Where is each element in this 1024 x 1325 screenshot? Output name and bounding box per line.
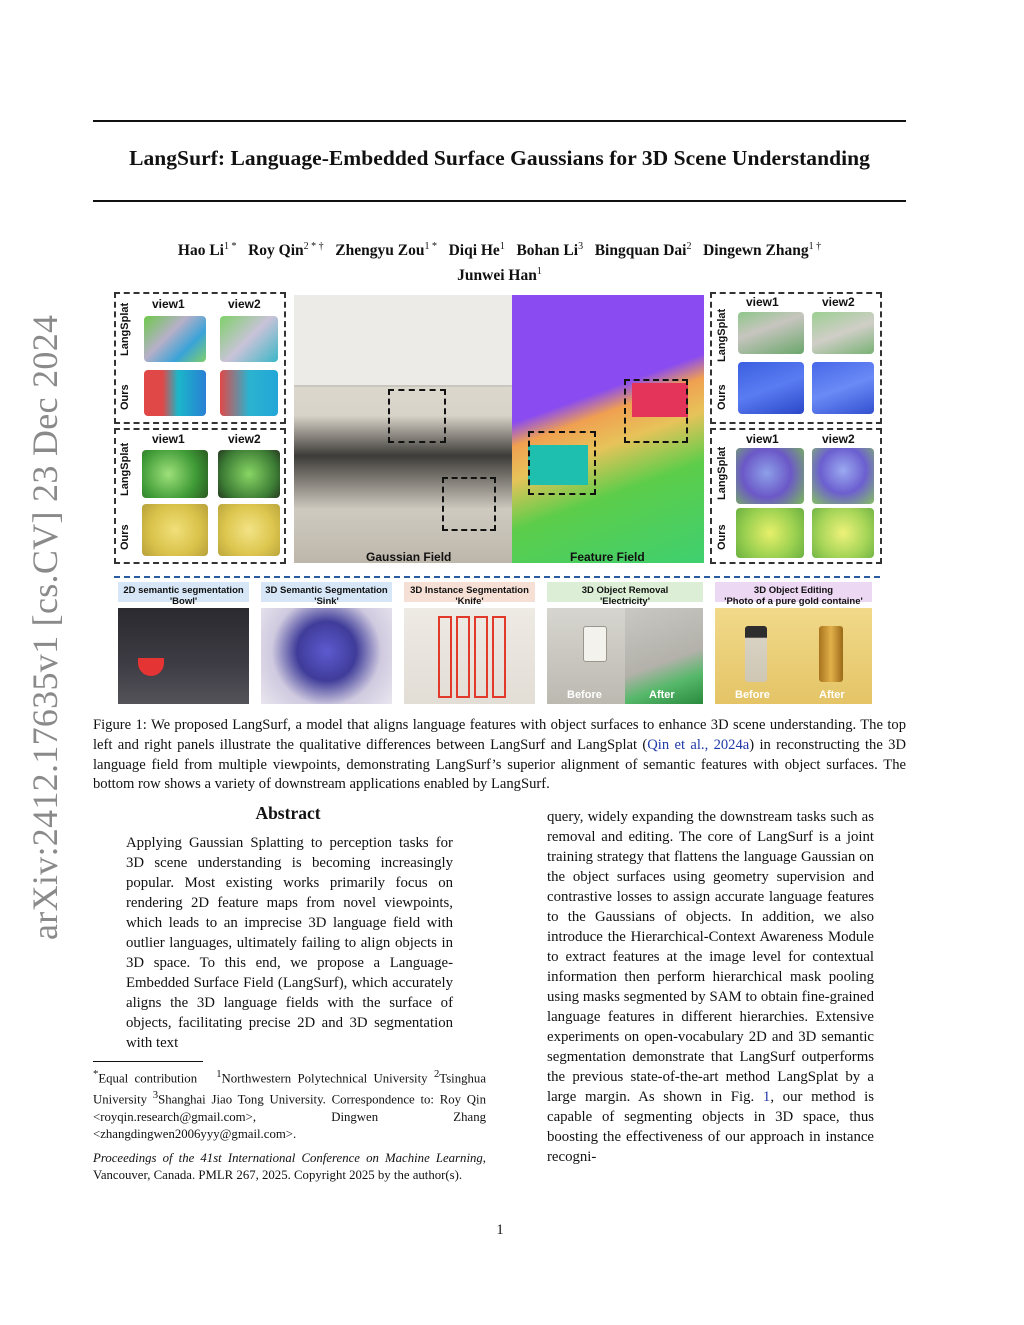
app-title: 3D Object Removal 'Electricity' (581, 585, 669, 607)
shelf-highlight-box (388, 389, 446, 443)
author: Hao $Li^{1 *}$ (177, 241, 237, 260)
app-title: 3D Instance Segmentation 'Knife' (410, 585, 529, 607)
feature-highlight-box-2 (528, 431, 596, 495)
cabinet-shape (294, 295, 512, 387)
langsplat-render-view1 (738, 312, 804, 354)
ours-render-view1 (736, 508, 804, 558)
comparison-panel-top-right-1 (710, 292, 882, 424)
langsplat-row-label: LangSplat (716, 446, 728, 500)
ours-render-view2 (812, 362, 874, 414)
knife-box (474, 616, 488, 698)
after-label: After (819, 689, 845, 701)
comparison-panel-top-left-2 (114, 428, 286, 564)
langsplat-row-label: LangSplat (716, 308, 728, 362)
langsplat-row-label: LangSplat (119, 442, 131, 496)
knife-box (438, 616, 452, 698)
feature-highlight-box-1 (624, 379, 688, 443)
view2-label: view2 (228, 432, 261, 446)
app-image (118, 608, 249, 704)
author: Bingquan Dai$^2$ (594, 241, 692, 260)
view1-label: view1 (152, 432, 185, 446)
view1-label: view1 (746, 295, 779, 309)
knife-box (456, 616, 470, 698)
container-before (745, 626, 767, 682)
gaussian-field-label: Gaussian Field (366, 550, 452, 564)
ours-render-view2 (220, 370, 278, 416)
view2-label: view2 (822, 432, 855, 446)
author: Roy Qin$^{2 * \dagger}$ (248, 241, 324, 260)
container-after (819, 626, 843, 682)
ours-row-label: Ours (716, 384, 728, 410)
abstract-text: Applying Gaussian Splatting to perception tasks for 3D scene understanding is becoming increasingly popular. Most existing works primarily focus on rendering 2D feature maps from novel viewpoints, which leads to an imprecise 3D language field with outlier languages, ultimately failing to align objects in 3D space. To this end, we propose a Language-Embedded Surface Field (LangSurf), which accurately aligns the 3D language fields with the surface of objects, facilitating precise 2D and 3D segmentation with text (126, 835, 453, 1051)
title-rule-bottom (93, 200, 906, 202)
langsplat-render-view2 (220, 316, 278, 362)
view2-label: view2 (228, 297, 261, 311)
app-3d-object-editing (715, 582, 872, 704)
ours-render-view1 (142, 504, 208, 556)
abstract-heading: Abstract (255, 803, 321, 823)
paper-title: LangSurf: Language-Embedded Surface Gaussians for 3D Scene Understanding (129, 146, 870, 170)
figure-separator (114, 576, 880, 578)
langsplat-render-view1 (736, 448, 804, 504)
langsplat-render-view1 (144, 316, 206, 362)
app-3d-semantic-seg (261, 582, 392, 704)
ours-row-label: Ours (716, 524, 728, 550)
author: Zhengyu Zou$^{1 *}$ (335, 241, 437, 260)
langsplat-render-view2 (812, 312, 874, 354)
author: Bohan Li$^3$ (516, 241, 584, 260)
author: Dingewn Zhang$^{1 \dagger}$ (703, 241, 822, 260)
app-title: 3D Object Editing 'Photo of a pure gold containe' (724, 585, 863, 607)
ours-render-view2 (218, 504, 280, 556)
langsplat-render-view2 (218, 450, 280, 498)
before-label: Before (567, 689, 602, 701)
footnote-rule (93, 1061, 203, 1062)
ours-render-view1 (738, 362, 804, 414)
arxiv-stamp: arXiv:2412.17635v1 [cs.CV] 23 Dec 2024 (25, 314, 65, 940)
app-title: 3D Semantic Segmentation 'Sink' (265, 585, 388, 607)
app-image (404, 608, 535, 704)
app-3d-instance-seg (404, 582, 535, 704)
citation-link[interactable]: Qin et al., 2024a (647, 736, 750, 753)
figure-ref-link[interactable]: 1 (762, 1089, 771, 1105)
langsplat-render-view2 (812, 448, 874, 504)
outlet (583, 626, 607, 662)
ours-row-label: Ours (119, 384, 131, 410)
langsplat-render-view1 (142, 450, 208, 498)
sink-highlight-box (442, 477, 496, 531)
ours-render-view2 (812, 508, 874, 558)
author-list (93, 236, 906, 286)
knife-box (492, 616, 506, 698)
page-number: 1 (496, 1222, 504, 1238)
figure-caption: Figure 1: We proposed LangSurf, a model that aligns language features with object surfaces to enhance 3D scene understanding. The top left and right panels illustrate the qualitative differences between LangSurf and LangSplat (Qin et al., 2024a) in reconstructing the 3D language field from multiple viewpoints, demonstrating LangSurf’s superior alignment of semantic features with object surfaces. The bottom row shows a variety of downstream applications enabled by LangSurf. (93, 717, 906, 793)
comparison-panel-top-left-1 (114, 292, 286, 424)
before-label: Before (735, 689, 770, 701)
app-2d-semantic-seg (118, 582, 249, 704)
view1-label: view1 (746, 432, 779, 446)
bowl-highlight (138, 658, 164, 676)
comparison-panel-top-right-2 (710, 428, 882, 564)
langsplat-row-label: LangSplat (119, 302, 131, 356)
view2-label: view2 (822, 295, 855, 309)
app-image (261, 608, 392, 704)
gaussian-field-image (294, 295, 512, 563)
feature-field-label: Feature Field (570, 550, 645, 564)
view1-label: view1 (152, 297, 185, 311)
author: Junwei Han$^1$ (457, 266, 542, 285)
title-rule-top (93, 120, 906, 122)
app-3d-object-removal (547, 582, 703, 704)
ours-render-view1 (144, 370, 206, 416)
after-label: After (649, 689, 675, 701)
ours-row-label: Ours (119, 524, 131, 550)
feature-field-image (512, 295, 704, 563)
figure-1 (114, 292, 882, 706)
intro-text: query, widely expanding the downstream tasks such as removal and editing. The core of LangSurf is a joint training strategy that flattens the language Gaussian on the object surfaces using geometry supervision and contrastive losses to assign accurate language features to the Gaussians of objects. In addition, we also introduce the Hierarchical-Context Awareness Module to extract features at the image level for contextual information then perform hierarchical mask pooling using masks segmented by SAM to obtain fine-grained language features in different hierarchies. Extensive experiments on open-vocabulary 2D and 3D semantic segmentation demonstrate that LangSurf outperforms the previous state-of-the-art method LangSplat by a large margin. As shown in Fig. 1, our method is capable of segmenting objects in 3D space, thus boosting the effectiveness of our approach in instance recogni- (547, 809, 875, 1165)
footnote: *Equal contribution $^1$Northwestern Polytechnical University $^2$Tsinghua University $^3$Shanghai Jiao Tong University. Correspondence to: Roy Qin <royqin.research@gmail.com>, Dingwen Zhang <zhangdingwen2006yyy@gmail.com>. (93, 1069, 487, 1141)
proceedings-note: Proceedings of the 41st International Conference on Machine Learning, Vancouver, Canada. PMLR 267, 2025. Copyright 2025 by the author(s). (93, 1151, 486, 1182)
author: Diqi He$^1$ (448, 241, 505, 260)
app-title: 2D semantic segmentation 'Bowl' (123, 585, 244, 607)
